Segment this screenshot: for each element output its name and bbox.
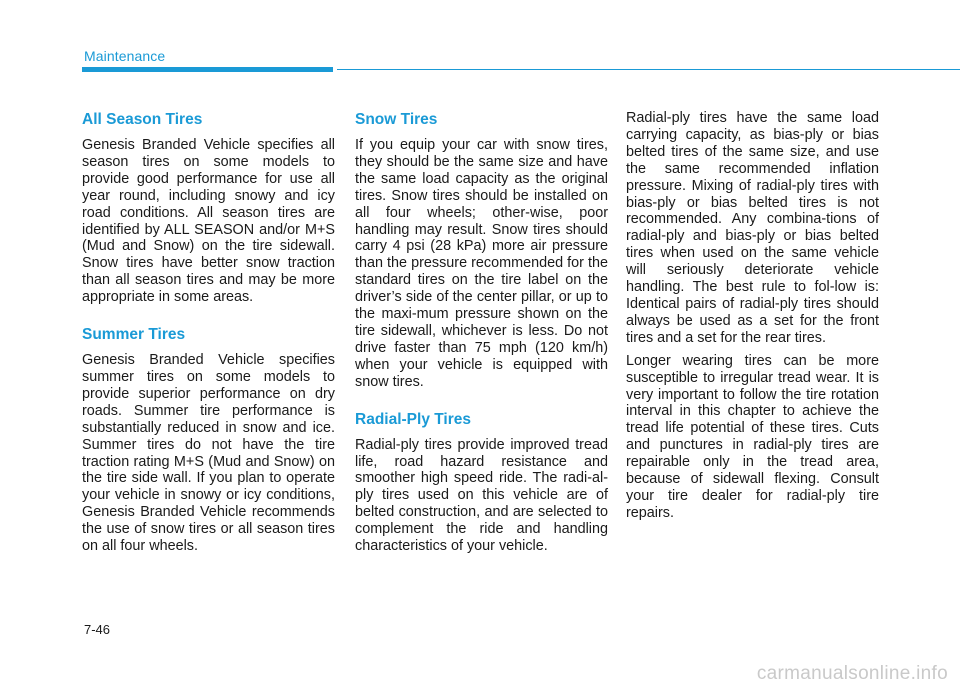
summer-tires-section xyxy=(82,325,335,555)
section-title: Maintenance xyxy=(84,48,166,64)
snow-tires-section xyxy=(355,110,608,391)
header-accent-bar xyxy=(82,67,333,72)
page-number: 7-46 xyxy=(84,622,111,637)
snow-tires-text: If you equip your car with snow tires, they should be the same size and have the same load capacity as the original tires. Snow tires should be installed on all four wheels; other-wise, poor handling may result. Snow tires should carry 4 psi (28 kPa) more air pressure than the pressure recommended for the standard tires on the tire label on the driver’s side of the center pillar, or up to the maxi-mum pressure shown on the tire sidewall, whichever is less. Do not drive faster than 75 mph (120 km/h) when your vehicle is equipped with snow tires. xyxy=(355,137,608,390)
column-middle xyxy=(355,110,608,555)
radial-ply-mixing-text: Radial-ply tires have the same load carrying capacity, as bias-ply or bias belted tires of the same size, and use the same recommended inflation pressure. Mixing of radial-ply tires with bias-ply or bias belted tires is not recommended. Any combina-tions of radial-ply and bias-ply or bias belted tires when used on the same vehicle will seriously deteriorate vehicle handling. The best rule to fol-low is: Identical pairs of radial-ply tires should always be used as a set for the front tires and a set for the rear tires. xyxy=(626,110,879,346)
radial-ply-tires-heading: Radial-Ply Tires xyxy=(355,410,472,428)
snow-tires-heading: Snow Tires xyxy=(355,111,438,128)
all-season-tires-text: Genesis Branded Vehicle specifies all season tires on some models to provide good performance for use all year round, including snowy and icy road conditions. All season tires are identified by ALL SEASON and/or M+S (Mud and Snow) on the tire sidewall. Snow tires have better snow traction than all season tires and may be more appropriate in some areas. xyxy=(82,137,335,306)
all-season-tires-heading: All Season Tires xyxy=(82,111,203,128)
all-season-tires-section xyxy=(82,110,335,306)
column-left xyxy=(82,110,335,555)
header-rule xyxy=(337,69,960,70)
summer-tires-text: Genesis Branded Vehicle specifies summer tires on some models to provide superior performance on dry roads. Summer tire performance is substantially reduced in snow and ice. Summer tires do not have the tire traction rating M+S (Mud and Snow) on the tire side wall. If you plan to operate your vehicle in snowy or icy conditions, Genesis Branded Vehicle recommends the use of snow tires or all season tires on all four wheels. xyxy=(82,352,335,555)
radial-ply-tires-text: Radial-ply tires provide improved tread life, road hazard resistance and smoother high speed ride. The radi-al-ply tires used on this vehicle are of belted construction, and are selected to complement the ride and handling characteristics of your vehicle. xyxy=(355,436,608,555)
column-right xyxy=(626,110,879,522)
tread-wear-text: Longer wearing tires can be more susceptible to irregular tread wear. It is very important to follow the tire rotation interval in this chapter to achieve the tread life potential of these tires. Cuts and punctures in radial-ply tires are repairable only in the tread area, because of sidewall flexing. Consult your tire dealer for radial-ply tire repairs. xyxy=(626,352,879,521)
radial-ply-tires-section xyxy=(355,410,608,555)
watermark: carmanualsonline.info xyxy=(756,663,948,684)
summer-tires-heading: Summer Tires xyxy=(82,326,186,344)
